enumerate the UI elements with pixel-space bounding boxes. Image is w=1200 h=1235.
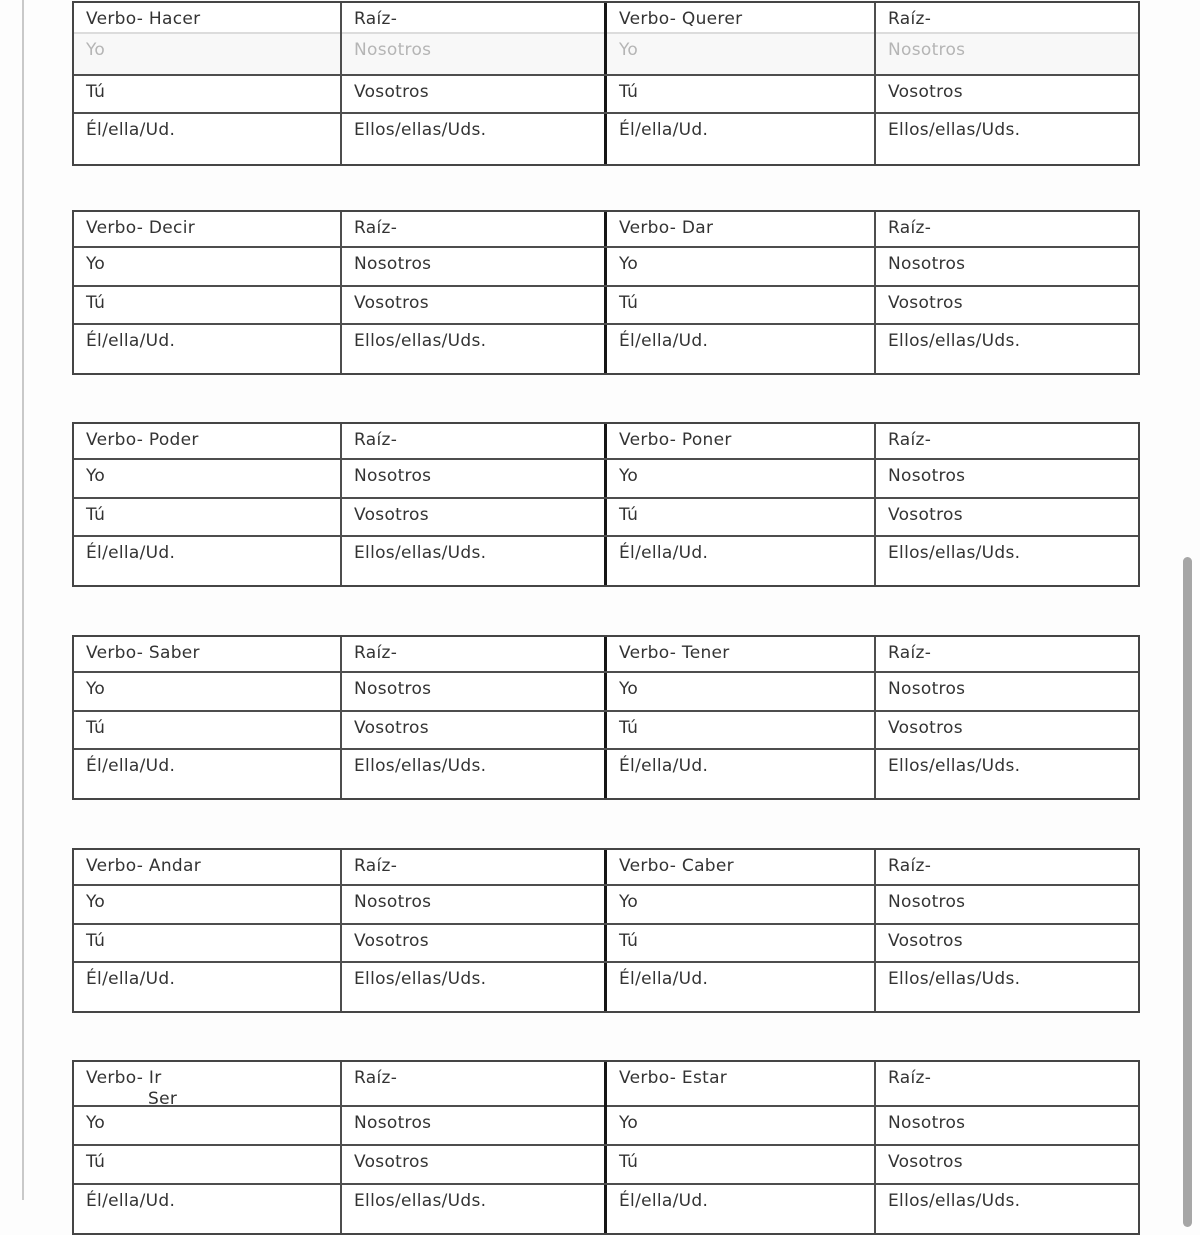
pronoun-cell: Él/ella/Ud. — [74, 114, 342, 164]
pronoun-cell: Vosotros — [342, 925, 607, 961]
raiz-label: Raíz- — [354, 430, 398, 450]
raiz-header-cell — [876, 850, 1138, 884]
pronoun-row — [74, 712, 1138, 750]
table-hacer-querer — [72, 1, 1140, 166]
pronoun-cell: Vosotros — [342, 287, 607, 323]
pronoun-cell: Yo — [74, 34, 342, 74]
raiz-label: Raíz- — [888, 856, 932, 876]
pronoun-cell: Yo — [74, 886, 342, 923]
pronoun-cell: Yo — [607, 1107, 876, 1144]
pronoun-cell: Vosotros — [342, 1146, 607, 1183]
pronoun-cell: Él/ella/Ud. — [74, 750, 342, 798]
pronoun-cell: Ellos/ellas/Uds. — [342, 537, 607, 585]
pronoun-cell: Tú — [74, 712, 342, 748]
table-poder-poner — [72, 422, 1140, 587]
verb-label: Verbo- Hacer — [86, 9, 201, 29]
raiz-label: Raíz- — [354, 643, 398, 663]
table-andar-caber — [72, 848, 1140, 1013]
pronoun-cell: Él/ella/Ud. — [74, 1185, 342, 1233]
pronoun-cell: Vosotros — [342, 712, 607, 748]
pronoun-cell: Nosotros — [888, 1113, 966, 1133]
pronoun-cell: Nosotros — [342, 886, 607, 923]
pronoun-cell: Nosotros — [342, 673, 607, 710]
verb-label: Verbo- Ir — [86, 1068, 162, 1088]
pronoun-cell: Vosotros — [342, 499, 607, 535]
verb-header-cell — [74, 424, 342, 458]
pronoun-cell: Él/ella/Ud. — [607, 963, 876, 1011]
pronoun-cell: Nosotros — [888, 254, 966, 274]
page-edge-line — [22, 0, 24, 1200]
pronoun-cell: Yo — [74, 248, 342, 285]
pronoun-cell: Yo — [74, 1107, 342, 1144]
pronoun-row — [74, 963, 1138, 1011]
pronoun-cell: Yo — [607, 460, 876, 497]
raiz-label: Raíz- — [888, 218, 932, 238]
pronoun-cell: Nosotros — [888, 466, 966, 486]
verb-label: Verbo- Decir — [86, 218, 196, 238]
verb-label: Verbo- Querer — [619, 9, 743, 29]
pronoun-cell: Yo — [74, 460, 342, 497]
pronoun-cell: Ellos/ellas/Uds. — [342, 750, 607, 798]
raiz-label: Raíz- — [354, 218, 398, 238]
pronoun-cell: Él/ella/Ud. — [607, 537, 876, 585]
pronoun-cell: Ellos/ellas/Uds. — [342, 325, 607, 373]
pronoun-cell: Ellos/ellas/Uds. — [888, 756, 1021, 776]
pronoun-cell: Nosotros — [342, 1107, 607, 1144]
pronoun-row — [74, 537, 1138, 585]
pronoun-cell: Él/ella/Ud. — [607, 325, 876, 373]
pronoun-row — [74, 460, 1138, 499]
pronoun-row — [74, 325, 1138, 373]
pronoun-cell: Ellos/ellas/Uds. — [888, 1191, 1021, 1211]
pronoun-row — [74, 1146, 1138, 1185]
raiz-header-cell — [876, 3, 1138, 36]
verb-header-cell — [74, 3, 342, 36]
pronoun-cell: Nosotros — [342, 34, 607, 74]
pronoun-row — [74, 1185, 1138, 1233]
table-decir-dar — [72, 210, 1140, 375]
pronoun-cell: Él/ella/Ud. — [607, 1185, 876, 1233]
pronoun-cell: Él/ella/Ud. — [74, 325, 342, 373]
raiz-label: Raíz- — [888, 643, 932, 663]
header-row — [74, 212, 1138, 248]
pronoun-cell: Tú — [607, 1146, 876, 1183]
pronoun-cell: Ellos/ellas/Uds. — [888, 543, 1021, 563]
pronoun-cell: Vosotros — [888, 931, 963, 951]
pronoun-cell: Tú — [607, 925, 876, 961]
pronoun-cell: Vosotros — [888, 1152, 963, 1172]
pronoun-cell: Ellos/ellas/Uds. — [888, 969, 1021, 989]
verb-label: Verbo- Andar — [86, 856, 202, 876]
raiz-header-cell — [876, 637, 1138, 671]
pronoun-row — [74, 499, 1138, 537]
header-row — [74, 637, 1138, 673]
raiz-header-cell — [876, 424, 1138, 458]
raiz-header-cell — [876, 212, 1138, 246]
raiz-label: Raíz- — [354, 856, 398, 876]
pronoun-cell: Nosotros — [342, 248, 607, 285]
pronoun-cell: Vosotros — [888, 505, 963, 525]
pronoun-row-faded — [74, 34, 1138, 76]
raiz-header-cell — [342, 3, 607, 36]
pronoun-cell: Tú — [74, 499, 342, 535]
pronoun-cell: Yo — [607, 673, 876, 710]
raiz-label: Raíz- — [354, 1068, 398, 1088]
pronoun-cell: Vosotros — [342, 76, 607, 112]
pronoun-cell: Ellos/ellas/Uds. — [888, 120, 1021, 140]
pronoun-cell: Ellos/ellas/Uds. — [342, 1185, 607, 1233]
header-row — [74, 850, 1138, 886]
table-saber-tener — [72, 635, 1140, 800]
verb-header-cell — [74, 850, 342, 884]
pronoun-cell: Yo — [607, 248, 876, 285]
verb-label: Verbo- Poner — [619, 430, 732, 450]
raiz-header-cell — [342, 850, 607, 884]
pronoun-cell: Tú — [607, 712, 876, 748]
pronoun-row — [74, 673, 1138, 712]
pronoun-cell: Él/ella/Ud. — [607, 114, 876, 164]
header-row — [74, 3, 1138, 34]
pronoun-cell: Tú — [74, 925, 342, 961]
header-row — [74, 1062, 1138, 1110]
verb-label: Verbo- Estar — [619, 1068, 728, 1088]
pronoun-cell: Yo — [74, 673, 342, 710]
verb-header-cell — [607, 3, 876, 36]
pronoun-cell: Yo — [607, 34, 876, 74]
verb-header-cell — [607, 850, 876, 884]
verb-header-cell — [607, 637, 876, 671]
pronoun-cell: Tú — [607, 76, 876, 112]
verb-header-cell — [74, 637, 342, 671]
verb-label: Verbo- Saber — [86, 643, 200, 663]
verb-label: Verbo- Caber — [619, 856, 734, 876]
verb-label: Verbo- Dar — [619, 218, 714, 238]
pronoun-row — [74, 1107, 1138, 1146]
raiz-header-cell — [342, 637, 607, 671]
pronoun-cell: Nosotros — [342, 460, 607, 497]
pronoun-row — [74, 886, 1138, 925]
pronoun-cell: Ellos/ellas/Uds. — [342, 114, 607, 164]
pronoun-cell: Vosotros — [888, 82, 963, 102]
pronoun-cell: Él/ella/Ud. — [74, 963, 342, 1011]
verb-header-cell — [74, 212, 342, 246]
raiz-label: Raíz- — [888, 9, 932, 29]
pronoun-cell: Tú — [607, 499, 876, 535]
raiz-label: Raíz- — [888, 430, 932, 450]
pronoun-cell: Nosotros — [888, 40, 966, 60]
pronoun-row — [74, 248, 1138, 287]
pronoun-cell: Él/ella/Ud. — [74, 537, 342, 585]
pronoun-cell: Yo — [607, 886, 876, 923]
verb-header-cell — [607, 424, 876, 458]
pronoun-row — [74, 750, 1138, 798]
table-ir-ser-estar — [72, 1060, 1140, 1235]
pronoun-cell: Nosotros — [888, 679, 966, 699]
raiz-label: Raíz- — [888, 1068, 932, 1088]
pronoun-cell: Él/ella/Ud. — [607, 750, 876, 798]
raiz-header-cell — [342, 212, 607, 246]
pronoun-cell: Tú — [74, 76, 342, 112]
pronoun-cell: Nosotros — [888, 892, 966, 912]
pronoun-cell: Ellos/ellas/Uds. — [888, 331, 1021, 351]
pronoun-cell: Ellos/ellas/Uds. — [342, 963, 607, 1011]
pronoun-cell: Tú — [74, 1146, 342, 1183]
verb-label: Verbo- Tener — [619, 643, 730, 663]
pronoun-row — [74, 114, 1138, 164]
pronoun-cell: Tú — [74, 287, 342, 323]
pronoun-cell: Tú — [607, 287, 876, 323]
header-row — [74, 424, 1138, 460]
pronoun-cell: Vosotros — [888, 293, 963, 313]
pronoun-cell: Vosotros — [888, 718, 963, 738]
verb-header-cell — [607, 212, 876, 246]
pronoun-row — [74, 925, 1138, 963]
pronoun-row — [74, 287, 1138, 325]
verb-label-line2: Ser — [148, 1089, 178, 1110]
scrollbar-thumb[interactable] — [1183, 557, 1192, 1227]
raiz-label: Raíz- — [354, 9, 398, 29]
pronoun-row — [74, 76, 1138, 114]
raiz-header-cell — [342, 424, 607, 458]
verb-label: Verbo- Poder — [86, 430, 199, 450]
